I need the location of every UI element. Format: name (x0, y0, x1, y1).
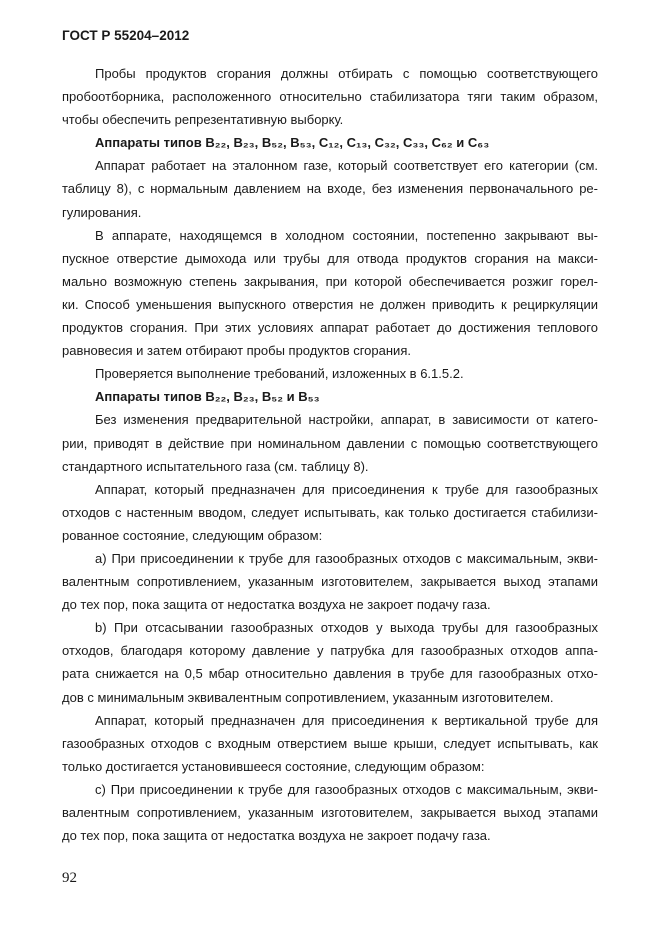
body-line: Аппарат, который предназначен для присоединения к вертикальной трубе для (95, 712, 598, 728)
body-line: валентным сопротивлением, указанным изготовителем, закрывается выход этапами (62, 805, 598, 820)
body-line: Пробы продуктов сгорания должны отбирать с помощью соответствующего (95, 66, 598, 81)
body-line: стандартного испытательного газа (см. таблицу 8). (62, 458, 369, 474)
body-line: рованное состояние, следующим образом: (62, 527, 323, 543)
body-line: рии, приводят в действие при номинальном давлении с помощью соответствующего (62, 435, 598, 451)
body-line: до тех пор, пока защита от недостатка воздуха не закроет подачу газа. (62, 597, 491, 613)
body-line: дов с минимальным эквивалентным сопротивлением, указанным изготовителем. (62, 689, 554, 705)
body-line: равновесия и затем отбирают пробы продуктов сгорания. (62, 343, 411, 359)
body-line: Аппарат работает на эталонном газе, который соответствует его категории (см. (95, 158, 598, 174)
body-line: Проверяется выполнение требований, изложенных в 6.1.5.2. (95, 366, 464, 382)
list-item-a: a) При присоединении к трубе для газообразных отходов с максимальным, экви- (95, 550, 598, 566)
body-line: до тех пор, пока защита от недостатка воздуха не закроет подачу газа. (62, 828, 491, 844)
body-line: пробоотборника, расположенного относительно стабилизатора тяги таким образом, (62, 89, 598, 105)
list-item-b: b) При отсасывании газообразных отходов у выхода трубы для газообразных (95, 620, 598, 636)
body-line: валентным сопротивлением, указанным изготовителем, закрывается выход этапами (62, 574, 598, 590)
section-heading: Аппараты типов B₂₂, B₂₃, B₅₂ и B₅₃ (95, 389, 320, 405)
body-line: отходов с настенным вводом, следует испытывать, как только достигается стабилизи- (62, 504, 598, 520)
body-line: ки. Способ уменьшения выпускного отверстия не должен приводить к рециркуляции (62, 296, 598, 312)
body-line: гулирования. (62, 204, 142, 220)
section-heading: Аппараты типов B₂₂, B₂₃, B₅₂, B₅₃, C₁₂, C₁₃, C₃₂, C₃₃, C₆₂ и C₆₃ (95, 135, 490, 151)
page-number: 92 (62, 870, 77, 886)
body-line: продуктов сгорания. При этих условиях аппарат работает до достижения теплового (62, 320, 598, 336)
list-item-c: c) При присоединении к трубе для газообразных отходов с максимальным, экви- (95, 781, 598, 797)
body-line: отходов, благодаря которому давление у патрубка для газообразных отходов аппа- (62, 643, 598, 659)
body-line: Без изменения предварительной настройки, аппарат, в зависимости от катего- (95, 412, 598, 428)
body-line: В аппарате, находящемся в холодном состоянии, постепенно закрывают вы- (95, 227, 598, 243)
body-line: газообразных отходов с входным отверстием выше крыши, следует испытывать, как (62, 735, 598, 751)
body-line: мально возможную степень закрывания, при которой обеспечивается розжиг горел- (62, 273, 598, 289)
body-line: чтобы обеспечить репрезентативную выборку. (62, 112, 344, 128)
body-line: рата снижается на 0,5 мбар относительно давления в трубе для газообразных отхо- (62, 666, 598, 682)
body-line: только достигается установившееся состояние, следующим образом: (62, 758, 485, 774)
standard-code-header: ГОСТ Р 55204–2012 (62, 28, 190, 43)
document-body (62, 62, 598, 847)
body-line: пускное отверстие дымохода или трубы для отвода продуктов сгорания на макси- (62, 250, 598, 266)
body-line: Аппарат, который предназначен для присоединения к трубе для газообразных (95, 481, 598, 497)
body-line: таблицу 8), с нормальным давлением на входе, без изменения первоначального ре- (62, 181, 598, 197)
